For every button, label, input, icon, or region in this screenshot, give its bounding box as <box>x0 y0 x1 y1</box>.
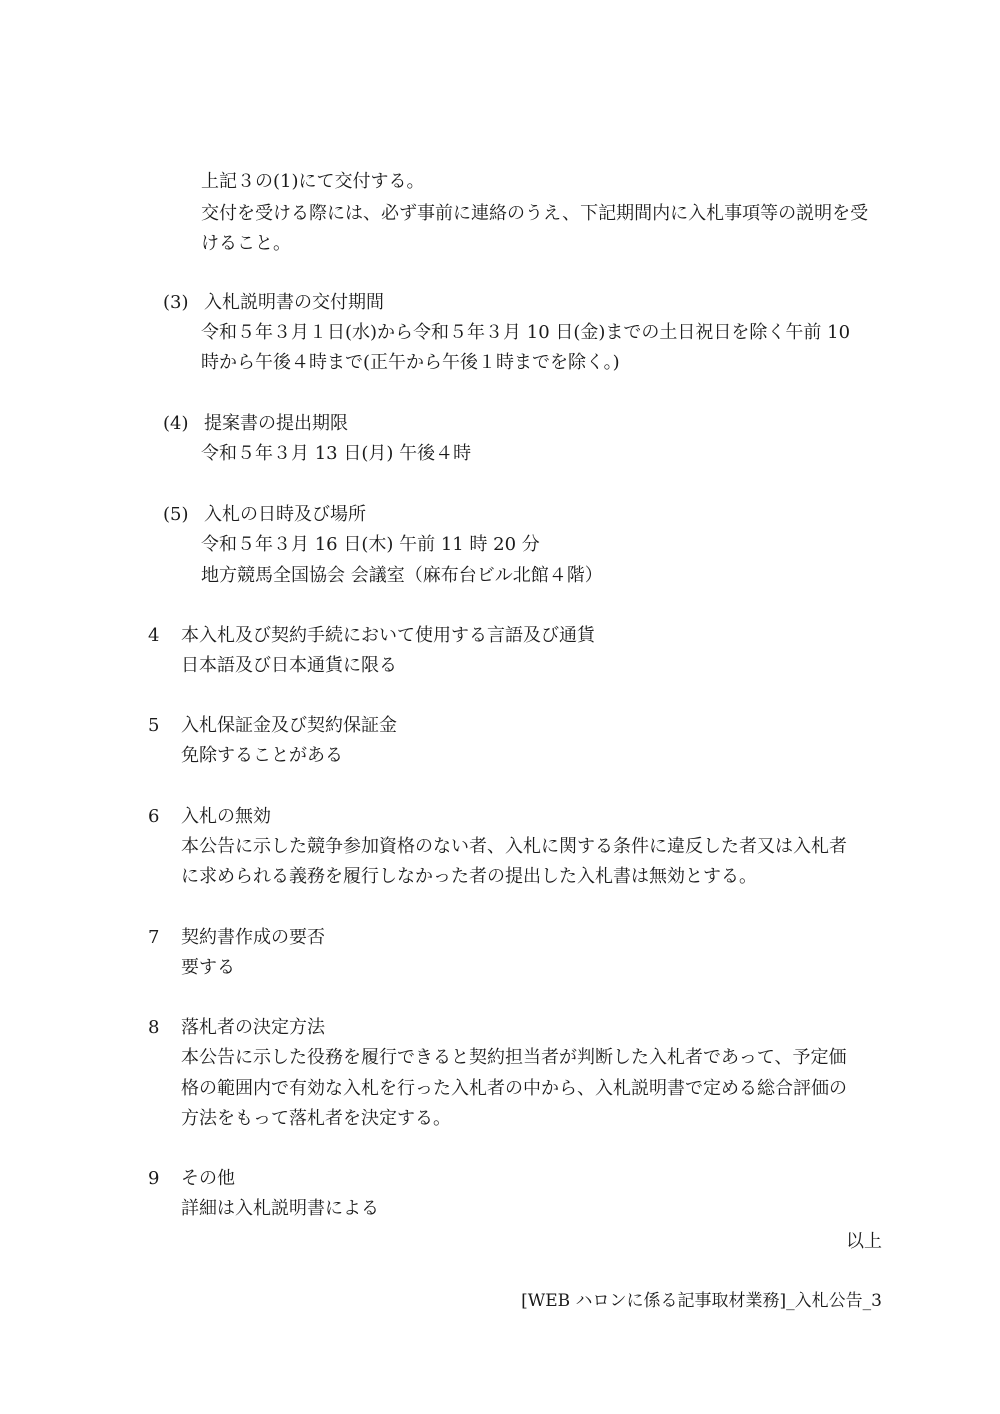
subsection-text: 令和５年３月 13 日(月) 午後４時 <box>201 443 472 464</box>
section-text: 格の範囲内で有効な入札を行った入札者の中から、入札説明書で定める総合評価の <box>181 1078 847 1099</box>
section-text: 方法をもって落札者を決定する。 <box>181 1108 451 1129</box>
section-text: 詳細は入札説明書による <box>181 1198 379 1219</box>
section-number: 8 <box>148 1017 160 1038</box>
section-heading: 契約書作成の要否 <box>181 927 325 948</box>
section-text: 本公告に示した役務を履行できると契約担当者が判断した入札者であって、予定価 <box>181 1047 847 1068</box>
section-number: 5 <box>148 715 160 736</box>
section-heading: 本入札及び契約手続において使用する言語及び通貨 <box>181 625 595 646</box>
section-heading: その他 <box>181 1168 235 1189</box>
subsection-text: 令和５年３月１日(水)から令和５年３月 10 日(金)までの土日祝日を除く午前 10 <box>201 322 851 343</box>
subsection-number: (4) <box>163 413 189 434</box>
subsection-heading: 入札の日時及び場所 <box>204 504 366 525</box>
section-number: 4 <box>148 625 160 646</box>
intro-line: けること。 <box>201 233 291 254</box>
section-text: に求められる義務を履行しなかった者の提出した入札書は無効とする。 <box>181 866 757 887</box>
section-text: 免除することがある <box>181 745 343 766</box>
section-text: 日本語及び日本通貨に限る <box>181 655 397 676</box>
section-text: 本公告に示した競争参加資格のない者、入札に関する条件に違反した者又は入札者 <box>181 836 847 857</box>
subsection-number: (5) <box>163 504 189 525</box>
subsection-number: (3) <box>163 292 189 313</box>
subsection-heading: 提案書の提出期限 <box>204 413 348 434</box>
intro-line: 上記３の(1)にて交付する。 <box>201 171 425 192</box>
section-heading: 入札の無効 <box>181 806 271 827</box>
closing-text: 以上 <box>846 1231 882 1252</box>
page-footer: [WEB ハロンに係る記事取材業務]_入札公告_3 <box>521 1291 882 1311</box>
intro-line: 交付を受ける際には、必ず事前に連絡のうえ、下記期間内に入札事項等の説明を受 <box>201 203 869 224</box>
section-number: 7 <box>148 927 160 948</box>
subsection-text: 令和５年３月 16 日(木) 午前 11 時 20 分 <box>201 534 540 555</box>
subsection-text: 地方競馬全国協会 会議室（麻布台ビル北館４階） <box>201 565 603 586</box>
section-heading: 入札保証金及び契約保証金 <box>181 715 397 736</box>
subsection-text: 時から午後４時まで(正午から午後１時までを除く。) <box>201 352 620 373</box>
section-number: 6 <box>148 806 160 827</box>
section-text: 要する <box>181 957 235 978</box>
section-heading: 落札者の決定方法 <box>181 1017 325 1038</box>
subsection-heading: 入札説明書の交付期間 <box>204 292 384 313</box>
section-number: 9 <box>148 1168 160 1189</box>
